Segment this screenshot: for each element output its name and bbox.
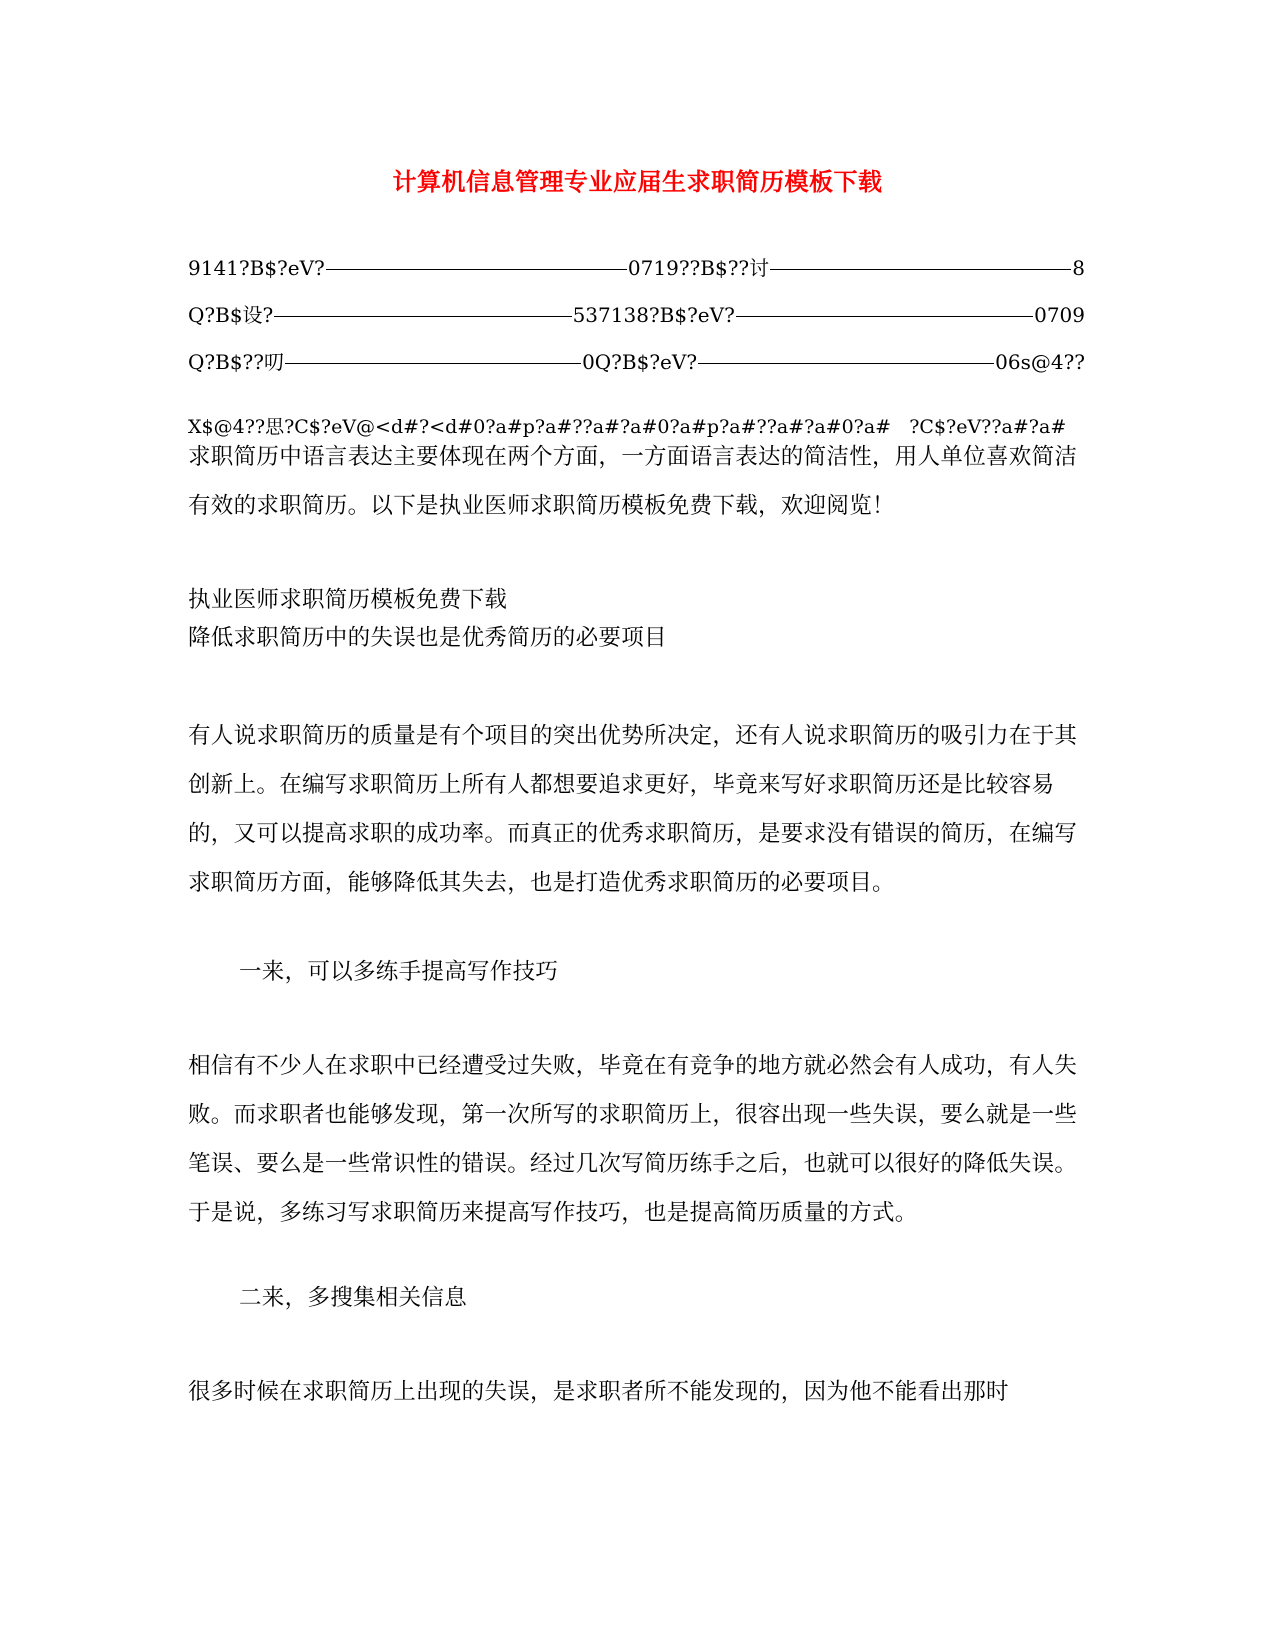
toc-entry: Q?B$??叨 [188, 350, 284, 374]
body-paragraph: 很多时候在求职简历上出现的失误，是求职者所不能发现的，因为他不能看出那时 [188, 1379, 1009, 1405]
toc-leader-line [770, 269, 1071, 270]
toc-page-number: 0709 [1034, 303, 1086, 327]
toc-entry: 9141?B$?eV? [188, 256, 325, 280]
toc-entry: Q?B$设? [188, 303, 274, 327]
document-title: 计算机信息管理专业应届生求职简历模板下载 [392, 167, 883, 196]
toc-leader-line [274, 316, 571, 317]
section-heading: 二来，多搜集相关信息 [239, 1285, 468, 1311]
subtitle-line: 降低求职简历中的失误也是优秀简历的必要项目 [188, 625, 667, 651]
toc-entry: 537138?B$?eV? [572, 303, 735, 327]
toc-entry: 0719??B$??讨 [627, 256, 770, 280]
section-heading: 一来，可以多练手提高写作技巧 [239, 959, 559, 985]
toc-leader-line [326, 269, 627, 270]
intro-paragraph: 求职简历中语言表达主要体现在两个方面，一方面语言表达的简洁性，用人单位喜欢简洁有效的求职简历。以下是执业医师求职简历模板免费下载，欢迎阅览！ [188, 444, 1078, 519]
toc-leader-line [736, 316, 1033, 317]
toc-page-number: 8 [1072, 256, 1086, 280]
toc-row [188, 300, 1085, 330]
toc-row [188, 253, 1085, 283]
garbled-text-line: X$@4??思?C$?eV@<d#?<d#0?a#p?a#??a#?a#0?a#p?a#??a#?a#0?a# ?C$?eV??a#?a# [188, 416, 1067, 438]
body-paragraph: 相信有不少人在求职中已经遭受过失败，毕竟在有竞争的地方就必然会有人成功，有人失败。而求职者也能够发现，第一次所写的求职简历上，很容出现一些失误，要么就是一些笔误、要么是一些常识性的错误。经过几次写简历练手之后，也就可以很好的降低失误。于是说，多练习写求职简历来提高写作技巧，也是提高简历质量的方式。 [188, 1053, 1078, 1226]
toc-leader-line [285, 363, 581, 364]
toc-page-number: 06s@4?? [995, 350, 1086, 374]
body-paragraph: 有人说求职简历的质量是有个项目的突出优势所决定，还有人说求职简历的吸引力在于其创新上。在编写求职简历上所有人都想要追求更好，毕竟来写好求职简历还是比较容易的，又可以提高求职的成功率。而真正的优秀求职简历，是要求没有错误的简历，在编写求职简历方面，能够降低其失去，也是打造优秀求职简历的必要项目。 [188, 723, 1078, 896]
toc-entry: 0Q?B$?eV? [582, 350, 698, 374]
toc-leader-line [698, 363, 994, 364]
toc-row [188, 347, 1085, 377]
subtitle-line: 执业医师求职简历模板免费下载 [188, 587, 508, 613]
